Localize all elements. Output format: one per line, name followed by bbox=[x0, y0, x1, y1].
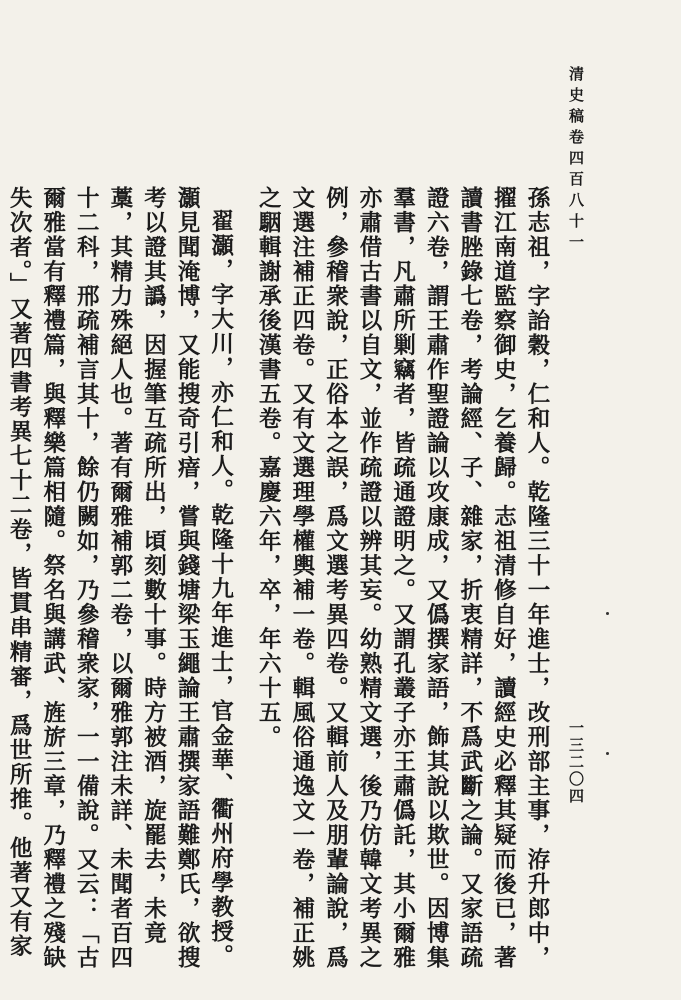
running-title: 清史稿卷四百八十一 bbox=[567, 66, 585, 255]
page-number: 一三二〇四 bbox=[567, 720, 585, 805]
margin-mark bbox=[606, 752, 609, 755]
main-text-column-block bbox=[0, 186, 553, 976]
margin-mark bbox=[606, 612, 609, 615]
biography-zhai-hao: 翟灝，字大川，亦仁和人。乾隆十九年進士，官金華、衢州府學教授。灝見聞淹博，又能搜奇引瘖，嘗與錢塘梁玉繩論王肅撰家語難鄭氏，欲搜考以證其譌，因握筆互疏所出，頃刻數十事。時方被酒，旋罷去，未竟藁，其精力殊絕人也。著有爾雅補郭二卷，以爾雅郭注未詳、未聞者百四十二科，邢疏補言其十，餘仍闕如，乃參稽衆家，一一備說。又云：「古爾雅當有釋禮篇，與釋樂篇相隨。祭名與講武、旌旂三章，乃釋禮之殘缺失次者。」又著四書考異七十二卷，皆貫串精審，爲世所推。他著又有家 bbox=[6, 186, 234, 970]
biography-sun-zhizu: 孫志祖，字詒穀，仁和人。乾隆三十一年進士，改刑部主事，洊升郎中，擢江南道監察御史，乞養歸。志祖清修自好，讀經史必釋其疑而後已，著讀書脞錄七卷，考論經、子、雜家，折衷精詳，不爲武斷之論。又家語疏證六卷，謂王肅作聖證論以攻康成，又僞撰家語，飾其說以欺世。因博集羣書，凡肅所剿竊者，皆疏通證明之。又謂孔叢子亦王肅僞託，其小爾雅亦肅借古書以自文，並作疏證以辨其妄。幼熟精文選，後乃仿韓文考異之例，參稽衆說，正俗本之誤，爲文選考異四卷。又輯前人及朋輩論說，爲文選注補正四卷。又有文選理學權輿補一卷。輯風俗通逸文一卷，補正姚之駰輯謝承後漢書五卷。嘉慶六年，卒，年六十五。 bbox=[255, 186, 550, 970]
